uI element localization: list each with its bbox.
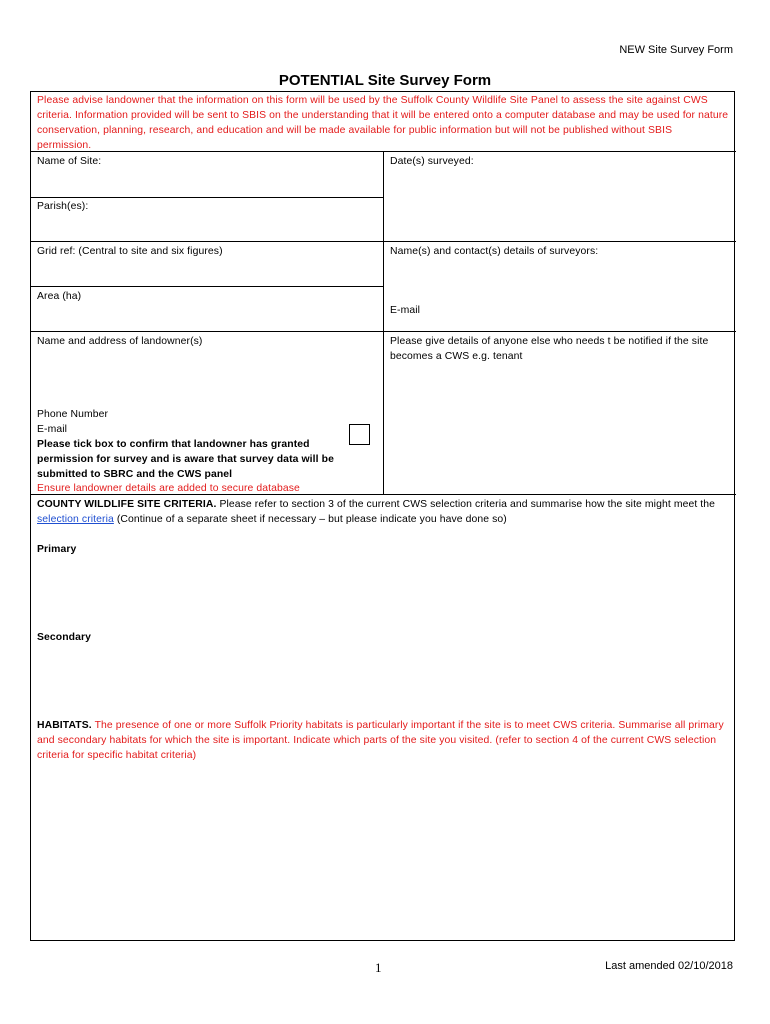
parishes-field[interactable]: Parish(es): (37, 201, 89, 212)
landowner-field[interactable]: Name and address of landowner(s) (37, 336, 203, 347)
selection-criteria-link[interactable]: selection criteria (37, 514, 114, 525)
habitats-text: The presence of one or more Suffolk Priority habitats is particularly important if the site is to meet CWS criteria. Summarise all primary and secondary habitats for which the site is important. Indicate which parts of the site you visited. (refer to section 4 of the current CWS selection criteria for specific habitat criteria) (37, 720, 724, 761)
form-tag: NEW Site Survey Form (619, 44, 733, 56)
grid-ref-field[interactable]: Grid ref: (Central to site and six figures) (37, 246, 223, 257)
criteria-heading: COUNTY WILDLIFE SITE CRITERIA. (37, 499, 217, 510)
survey-form (30, 91, 735, 941)
page-title: POTENTIAL Site Survey Form (278, 72, 492, 89)
surveyors-field[interactable]: Name(s) and contact(s) details of surveyors: (390, 246, 599, 257)
landowner-email-field[interactable]: E-mail (37, 424, 68, 435)
secure-database-note: Ensure landowner details are added to secure database (37, 483, 300, 494)
primary-label: Primary (37, 544, 77, 555)
phone-number-field[interactable]: Phone Number (37, 409, 109, 420)
dates-surveyed-field[interactable]: Date(s) surveyed: (390, 156, 474, 167)
habitats-instructions (37, 718, 732, 763)
tick-instruction: Please tick box to confirm that landowner has granted permission for survey and is aware that survey data will be submitted to SBRC and the CWS panel (37, 439, 334, 480)
permission-checkbox[interactable] (349, 424, 370, 445)
email-field[interactable]: E-mail (390, 305, 421, 316)
notice-text: Please advise landowner that the information on this form will be used by the Suffolk County Wildlife Site Panel to assess the site against CWS criteria. Information provided will be sent to SBIS on the understanding that it will be entered onto a computer database and may be used for nature conservation, planning, research, and education and will be made available for public information but will not be published without SBIS permission. (37, 95, 729, 151)
divider (31, 286, 383, 287)
habitats-heading: HABITATS. (37, 720, 92, 731)
area-field[interactable]: Area (ha) (37, 291, 82, 302)
secondary-label: Secondary (37, 632, 92, 643)
page-number: 1 (375, 960, 382, 975)
divider (383, 151, 384, 495)
divider (31, 197, 383, 198)
criteria-text: Please refer to section 3 of the current CWS selection criteria and summarise how the site might meet the (216, 499, 716, 510)
last-amended: Last amended 02/10/2018 (605, 960, 733, 972)
others-notify-field[interactable]: Please give details of anyone else who needs t be notified if the site becomes a CWS e.g. tenant (390, 336, 709, 362)
criteria-text-after: (Continue of a separate sheet if necessary – but please indicate you have done so) (113, 514, 507, 525)
criteria-instructions (37, 497, 732, 527)
name-of-site-field[interactable]: Name of Site: (37, 156, 102, 167)
